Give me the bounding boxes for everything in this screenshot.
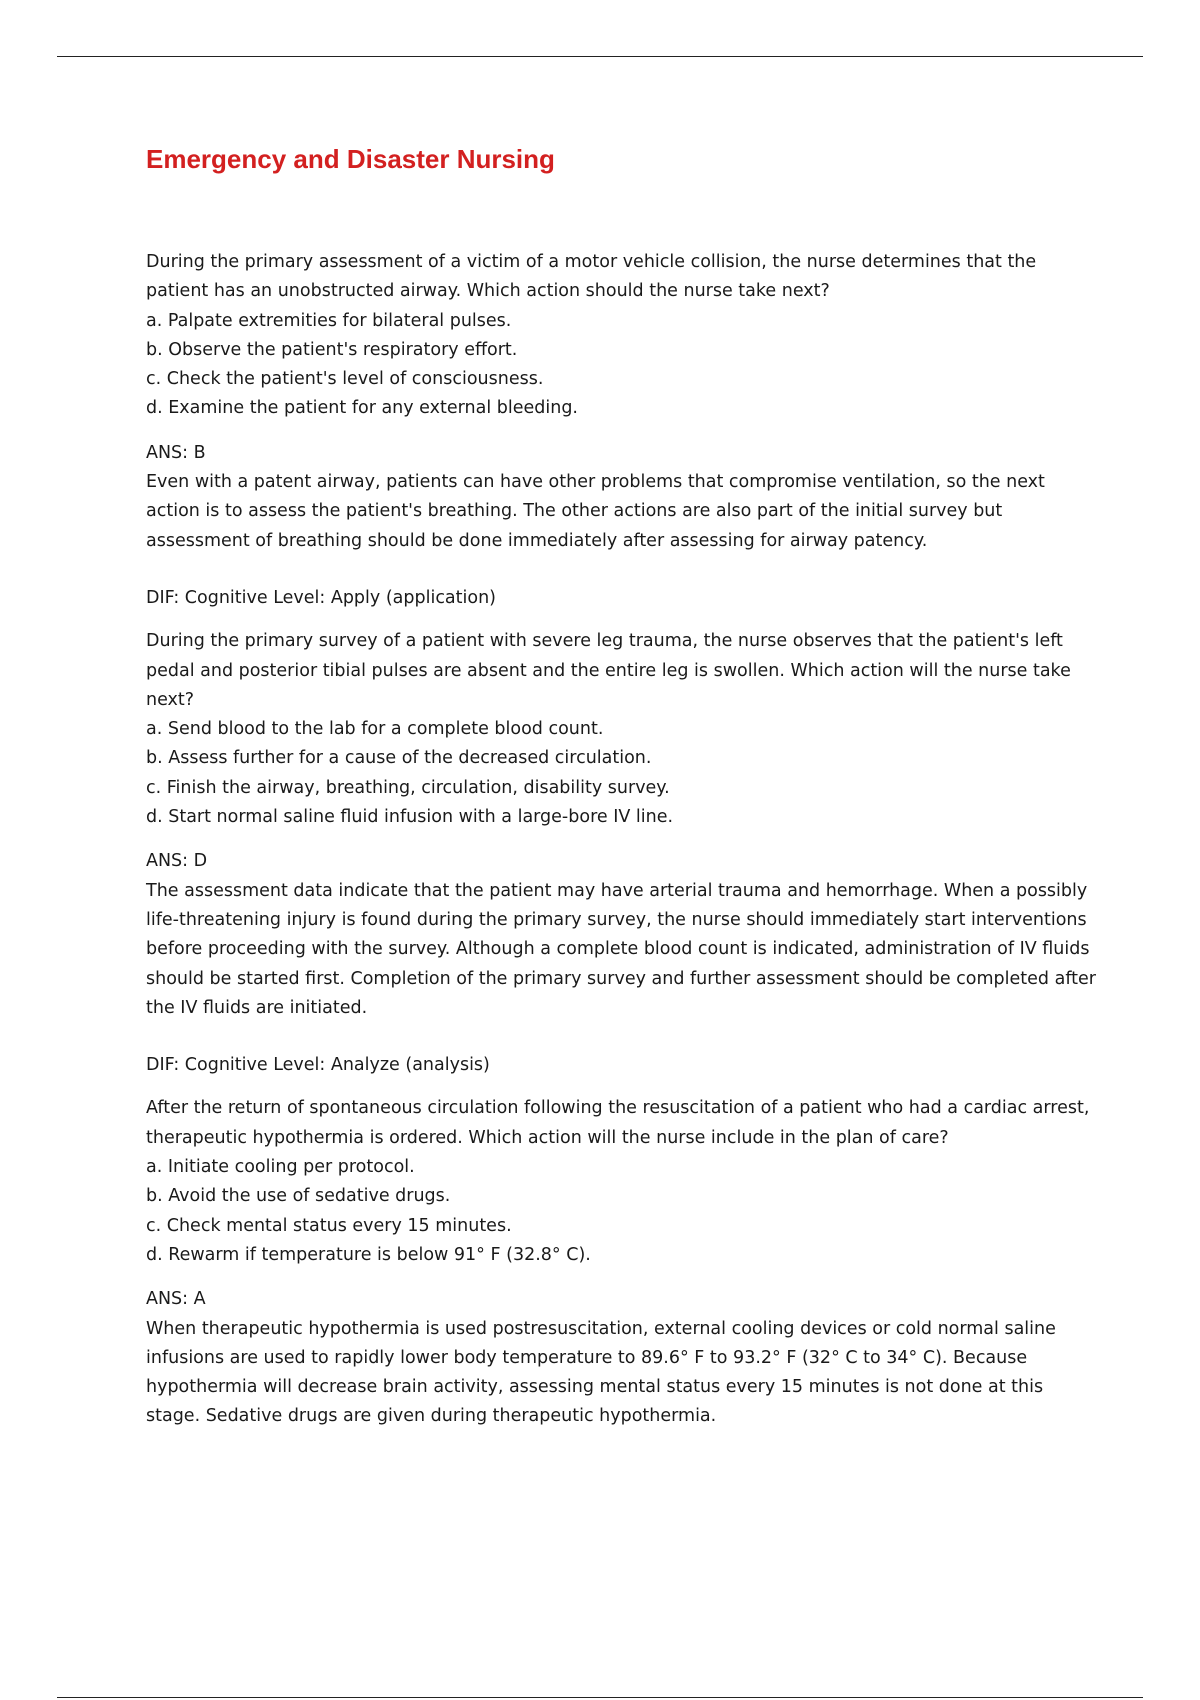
bottom-rule	[57, 1697, 1143, 1698]
answer-options	[146, 1153, 1096, 1270]
answer-options	[146, 307, 1096, 424]
rationale: When therapeutic hypothermia is used postresuscitation, external cooling devices or cold normal saline infusions are used to rapidly lower body temperature to 89.6° F to 93.2° F (32° C to 34° C). Because hypothermia will decrease brain activity, assessing mental status every 15 minutes is not done at this stage. Sedative drugs are given during therapeutic hypothermia.	[146, 1318, 1056, 1427]
option-d: d. Rewarm if temperature is below 91° F (32.8° C).	[146, 1244, 591, 1265]
question-block	[146, 1094, 1096, 1431]
difficulty-level: DIF: Cognitive Level: Analyze (analysis)	[146, 1055, 490, 1076]
option-b: b. Observe the patient's respiratory effort.	[146, 339, 518, 360]
question-stem: During the primary assessment of a victim of a motor vehicle collision, the nurse determines that the patient has an unobstructed airway. Which action should the nurse take next?	[146, 252, 1037, 302]
answer-key: ANS: A	[146, 1289, 206, 1310]
option-a: a. Send blood to the lab for a complete blood count.	[146, 719, 604, 740]
document-body	[146, 248, 1096, 1432]
question-stem: After the return of spontaneous circulation following the resuscitation of a patient who had a cardiac arrest, therapeutic hypothermia is ordered. Which action will the nurse include in the plan of care?	[146, 1098, 1090, 1148]
question	[146, 627, 1096, 832]
difficulty-level: DIF: Cognitive Level: Apply (application)	[146, 587, 497, 608]
option-b: b. Assess further for a cause of the decreased circulation.	[146, 748, 652, 769]
option-c: c. Finish the airway, breathing, circulation, disability survey.	[146, 777, 670, 798]
question	[146, 248, 1096, 424]
question-stem: During the primary survey of a patient with severe leg trauma, the nurse observes that the patient's left pedal and posterior tibial pulses are absent and the entire leg is swollen. Which action will the nurse take next?	[146, 631, 1071, 710]
option-c: c. Check mental status every 15 minutes.	[146, 1215, 512, 1236]
option-d: d. Start normal saline fluid infusion with a large-bore IV line.	[146, 807, 674, 828]
question	[146, 1094, 1096, 1270]
option-d: d. Examine the patient for any external bleeding.	[146, 398, 578, 419]
rationale: Even with a patent airway, patients can have other problems that compromise ventilation, so the next action is to assess the patient's breathing. The other actions are also part of the initial survey but assessment of breathing should be done immediately after assessing for airway patency.	[146, 472, 1045, 551]
answer-options	[146, 715, 1096, 832]
option-a: a. Palpate extremities for bilateral pulses.	[146, 310, 512, 331]
answer-key: ANS: D	[146, 851, 208, 872]
option-b: b. Avoid the use of sedative drugs.	[146, 1186, 451, 1207]
question-block	[146, 627, 1096, 1080]
option-a: a. Initiate cooling per protocol.	[146, 1157, 415, 1178]
answer-key: ANS: B	[146, 442, 206, 463]
page-title: Emergency and Disaster Nursing	[146, 144, 555, 174]
top-rule	[57, 56, 1143, 57]
rationale: The assessment data indicate that the patient may have arterial trauma and hemorrhage. When a possibly life-threatening injury is found during the primary survey, the nurse should immediately start interventions before proceeding with the survey. Although a complete blood count is indicated, administration of IV fluids should be started first. Completion of the primary survey and further assessment should be completed after the IV fluids are initiated.	[146, 880, 1096, 1018]
question-block	[146, 248, 1096, 613]
option-c: c. Check the patient's level of consciousness.	[146, 369, 544, 390]
